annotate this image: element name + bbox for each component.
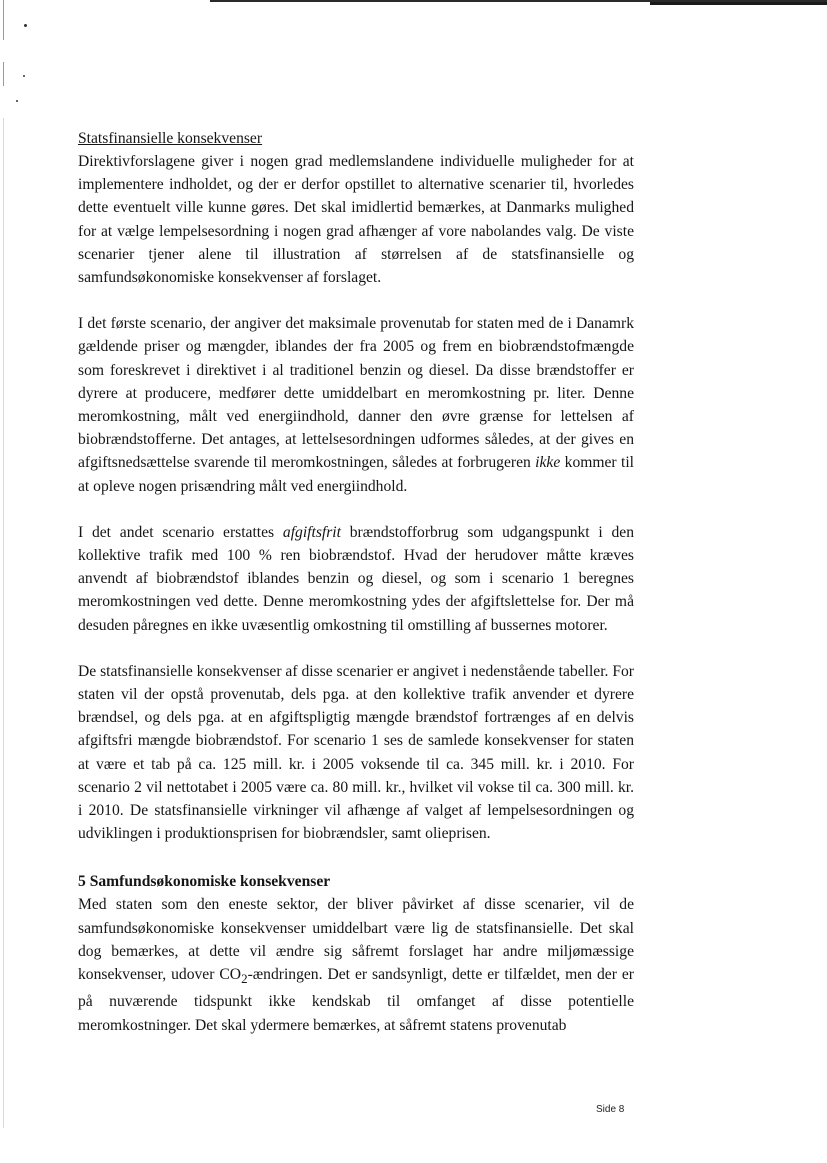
scan-left-edge xyxy=(3,118,4,1128)
scan-left-edge xyxy=(3,0,4,40)
scan-speck xyxy=(24,24,27,27)
scenario-1-text-before: I det første scenario, der angiver det maksimale provenutab for staten med de i Danamrk gældende priser og mængder, iblandes der fra 2005 og frem en biobrændstofmængde som foreskrevet i direktivet i al traditionel benzin og diesel. Da disse brændstoffer er dyrere at producere, medfører dette umiddelbart en meromkostning pr. liter. Denne meromkostning, målt ved energiindhold, danner den øvre grænse for lettelsen af biobrændstofferne. Det antages, at lettelsesordningen udformes således, at der gives en afgiftsnedsættelse svarende til meromkostningen, således at forbrugeren xyxy=(78,315,634,472)
paragraph-intro: Direktivforslagene giver i nogen grad medlemslandene individuelle muligheder for at implementere indholdet, og der er derfor opstillet to alternative scenarier til, hvorledes dette eventuelt ville kunne gøres. Det skal imidlertid bemærkes, at Danmarks mulighed for at vælge lempelsesordning i nogen grad afhænger af vore nabolandes valg. De viste scenarier tjener alene til illustration af størrelsen af de statsfinansielle og samfundsøkonomiske konsekvenser af forslaget. xyxy=(78,153,634,287)
scenario-1-text-after: kommer til at opleve nogen prisændring målt ved energiindhold. xyxy=(78,454,634,495)
scenario-2-text-before: I det andet scenario erstattes xyxy=(78,523,283,541)
paragraph-scenario-2 xyxy=(78,521,634,637)
paragraph-economic-consequences xyxy=(78,893,634,1036)
scan-speck xyxy=(23,75,25,77)
section-title: Statsfinansielle konsekvenser xyxy=(78,130,263,147)
top-scan-rule-thick xyxy=(650,2,827,5)
paragraph-fiscal-consequences: De statsfinansielle konsekvenser af disse scenarier er angivet i nedenstående tabeller. For staten vil der opstå provenutab, dels pga. at den kollektive trafik anvender et dyrere brændsel, og dels pga. at en afgiftspligtig mængde brændstof fortrænges af en delvis afgiftsfri mængde biobrændstof. For scenario 1 ses de samlede konsekvenser for staten at være et tab på ca. 125 mill. kr. i 2005 voksende til ca. 345 mill. kr. i 2010. For scenario 2 vil nettotabet i 2005 være ca. 80 mill. kr., hvilket vil vokse til ca. 300 mill. kr. i 2010. De statsfinansielle virkninger vil afhænge af valget af lempelsesordningen og udviklingen i produktionsprisen for biobrændsler, samt olieprisen. xyxy=(78,662,634,843)
scan-left-edge xyxy=(3,62,4,86)
economic-text-after: -ændringen. Det er sandsynligt, dette er tilfældet, men der er på nuværende tidspunkt ikke kendskab til omfanget af disse potentielle meromkostninger. Det skal ydermere bemærkes, at såfremt statens provenutab xyxy=(78,966,634,1034)
paragraph-scenario-1 xyxy=(78,312,634,498)
scan-speck xyxy=(16,100,18,102)
scenario-1-emphasis: ikke xyxy=(535,454,561,472)
economic-text-before: Med staten som den eneste sektor, der bliver påvirket af disse scenarier, vil de samfundsøkonomiske konsekvenser umiddelbart være lig de statsfinansielle. Det skal dog bemærkes, at dette vil ændre sig såfremt forslaget har andre miljømæssige konsekvenser, udover CO xyxy=(78,896,634,984)
scenario-2-emphasis: afgiftsfrit xyxy=(282,523,341,541)
co2-subscript: 2 xyxy=(241,971,248,987)
page-number: Side 8 xyxy=(596,1104,625,1115)
scenario-2-text-after: brændstofforbrug som udgangspunkt i den kollektive trafik med 100 % ren biobrændstof. Hvad der herudover måtte kræves anvendt af biobrændstof iblandes benzin og diesel, og som i scenario 1 beregnes meromkostningen ved dette. Denne meromkostning ydes der afgiftslettelse for. Der må desuden påregnes en ikke uvæsentlig omkostning til omstilling af bussernes motorer. xyxy=(78,523,635,634)
page-body xyxy=(78,128,634,1060)
section-heading: 5 Samfundsøkonomiske konsekvenser xyxy=(78,873,331,891)
